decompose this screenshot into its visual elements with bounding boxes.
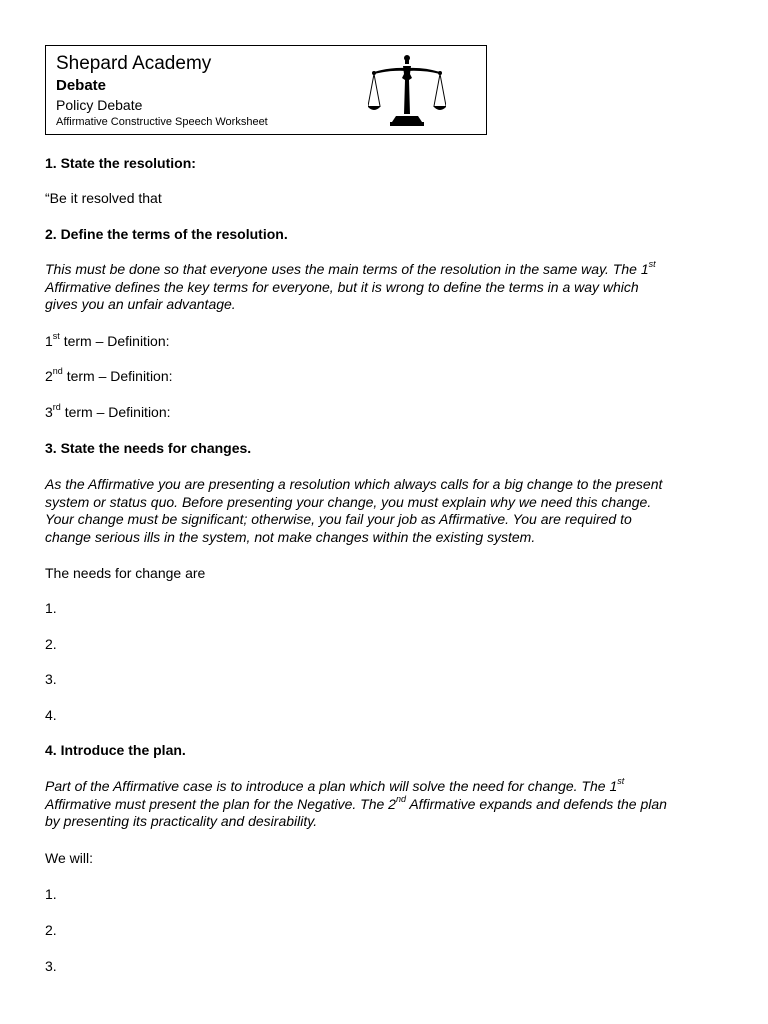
section4-body-line1: Part of the Affirmative case is to introduce a plan which will solve the need for change. The 1st <box>45 776 625 794</box>
resolution-prompt: “Be it resolved that <box>45 190 162 206</box>
need-item-2: 2. <box>45 636 57 652</box>
scales-of-justice-icon <box>368 54 446 128</box>
section4-instructions <box>45 778 725 831</box>
school-name: Shepard Academy <box>56 53 212 74</box>
plan-lead: We will: <box>45 850 93 866</box>
section2-body-line2: Affirmative defines the key terms for everyone, but it is wrong to define the terms in a way which <box>45 278 639 295</box>
section3-instructions <box>45 476 725 546</box>
plan-item-1: 1. <box>45 886 57 902</box>
subject-title: Debate <box>56 77 107 94</box>
section4-heading: 4. Introduce the plan. <box>45 742 186 758</box>
term-1-line: 1st term – Definition: <box>45 331 170 349</box>
header-box <box>45 45 487 135</box>
section3-body-line1: As the Affirmative you are presenting a resolution which always calls for a big change to the present <box>45 476 663 492</box>
section3-body-line4: change serious ills in the system, not make changes within the existing system. <box>45 528 536 545</box>
section4-body-line2: Affirmative must present the plan for the Negative. The 2nd Affirmative expands and defends the plan <box>45 793 667 812</box>
section2-heading: 2. Define the terms of the resolution. <box>45 226 288 242</box>
event-title: Policy Debate <box>56 97 143 113</box>
need-item-1: 1. <box>45 600 57 616</box>
section1-heading: 1. State the resolution: <box>45 155 196 171</box>
section2-instructions <box>45 261 725 314</box>
section2-body-line3: gives you an unfair advantage. <box>45 296 236 312</box>
term-2-line: 2nd term – Definition: <box>45 366 173 384</box>
worksheet-title: Affirmative Constructive Speech Worksheet <box>56 116 268 128</box>
needs-lead: The needs for change are <box>45 565 206 581</box>
need-item-4: 4. <box>45 707 57 723</box>
term-3-line: 3rd term – Definition: <box>45 402 171 420</box>
section4-body-line3: by presenting its practicality and desirability. <box>45 813 318 829</box>
need-item-3: 3. <box>45 671 57 687</box>
section2-body-line1: This must be done so that everyone uses the main terms of the resolution in the same way. The 1st <box>45 259 656 277</box>
plan-item-3: 3. <box>45 958 57 974</box>
section3-body-line3: Your change must be significant; otherwise, you fail your job as Affirmative. You are required to <box>45 511 632 527</box>
section3-heading: 3. State the needs for changes. <box>45 440 252 456</box>
plan-item-2: 2. <box>45 922 57 938</box>
section3-body-line2: system or status quo. Before presenting your change, you must explain why we need this change. <box>45 493 652 510</box>
